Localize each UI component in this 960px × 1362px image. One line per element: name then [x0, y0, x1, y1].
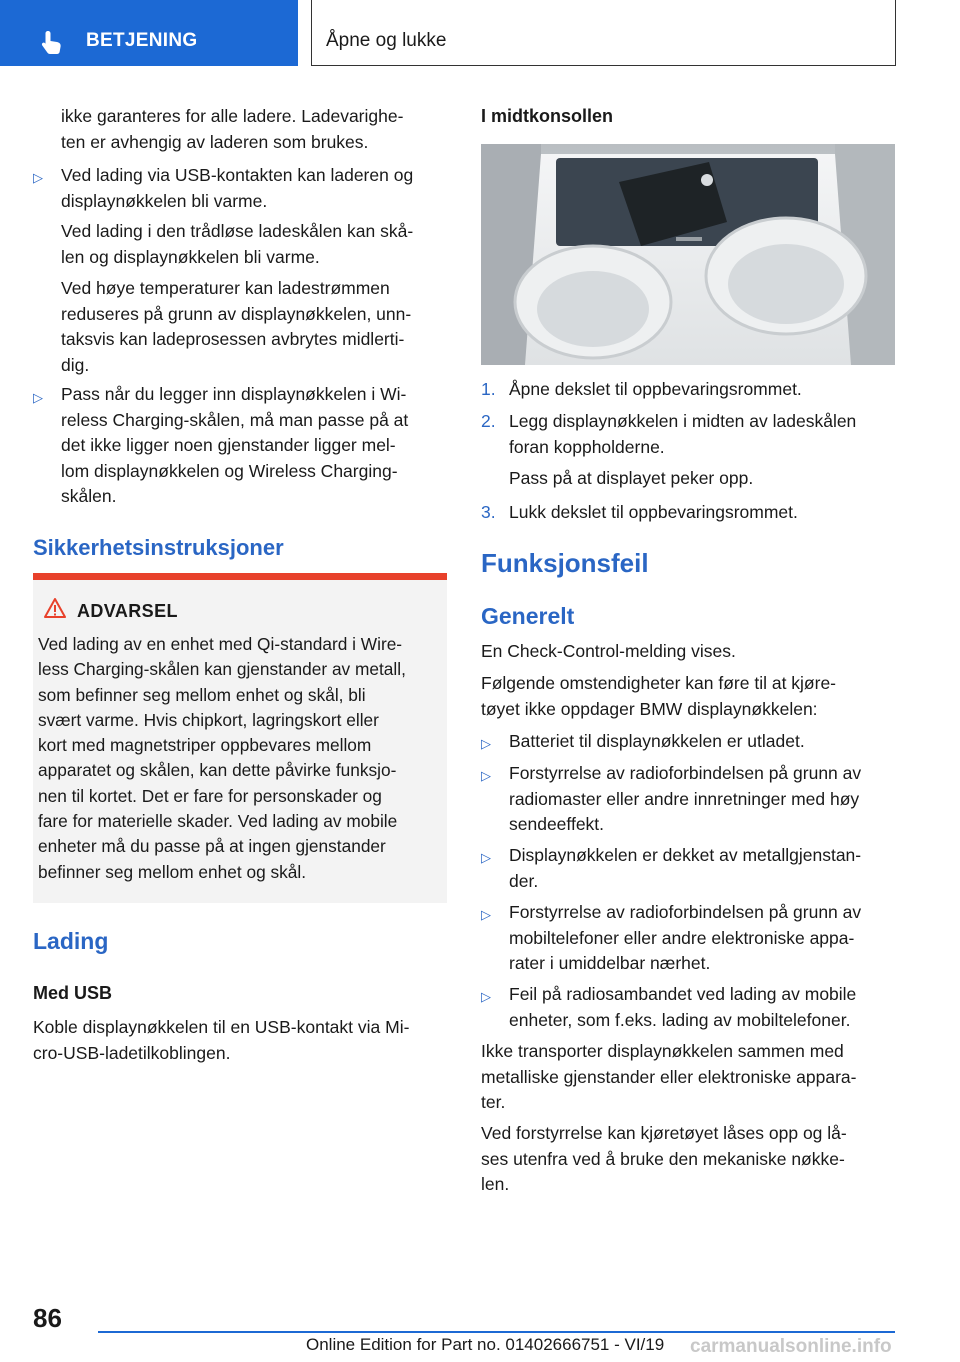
bullet-icon: ▷ [481, 989, 491, 1004]
text-line: reduseres på grunn av displaynøkkelen, unn- [61, 303, 412, 324]
bullet-placement [61, 382, 408, 510]
text-line: Lukk dekslet til oppbevaringsrommet. [509, 502, 798, 522]
bullet-icon: ▷ [481, 768, 491, 783]
footer-rule [98, 1331, 895, 1333]
usb-text [33, 1015, 409, 1066]
text-line: ikke garanteres for alle ladere. Ladevarighe- [61, 106, 404, 126]
lading-heading: Lading [33, 928, 109, 954]
text-line: Ved høye temperaturer kan ladestrømmen [61, 278, 390, 298]
console-photo [481, 144, 895, 365]
interference-paragraph [481, 1121, 847, 1198]
general-heading: Generelt [481, 603, 575, 629]
text-line: Batteriet til displaynøkkelen er utladet. [509, 731, 805, 751]
text-line: ter. [481, 1092, 506, 1112]
text-line: Pass på at displayet peker opp. [509, 468, 754, 488]
text-line: kort med magnetstriper oppbevares mellom [38, 735, 372, 756]
text-line: befinner seg mellom enhet og skål. [38, 861, 307, 882]
text-line: Ved lading i den trådløse ladeskålen kan skå- [61, 221, 414, 241]
text-line: Legg displaynøkkelen i midten av ladeskålen [509, 411, 857, 431]
text-line: less Charging-skålen kan gjenstander av metall, [38, 659, 406, 680]
text-line: taksvis kan ladeprosessen avbrytes midlerti- [61, 329, 405, 349]
fault-bullet-2 [509, 761, 861, 838]
step-number: 3. [481, 502, 496, 522]
warning-bar [33, 573, 447, 580]
fault-bullet-3 [509, 843, 861, 894]
transport-paragraph [481, 1039, 856, 1116]
text-line: enheter må du passe på at ingen gjenstander [38, 836, 386, 857]
text-line: ten er avhengig av laderen som brukes. [61, 131, 369, 152]
text-line: Koble displaynøkkelen til en USB-kontakt via Mi- [33, 1017, 410, 1037]
text-line: Pass når du legger inn displaynøkkelen i Wi- [61, 384, 407, 404]
console-illustration [481, 144, 895, 365]
warning-title: ADVARSEL [77, 601, 178, 621]
step-number: 2. [481, 411, 496, 431]
text-line: len og displaynøkkelen bli varme. [61, 246, 320, 267]
text-line: fare for materielle skader. Ved lading av mobile [38, 811, 398, 832]
text-line: Følgende omstendigheter kan føre til at kjøre- [481, 673, 837, 693]
general-p2 [481, 671, 836, 722]
fault-bullet-1 [509, 729, 805, 755]
hand-pointer-icon [38, 28, 66, 56]
text-line: ses utenfra ved å bruke den mekaniske nøkke- [481, 1148, 845, 1169]
watermark: carmanualsonline.info [690, 1336, 892, 1357]
text-line: lom displaynøkkelen og Wireless Charging- [61, 460, 398, 481]
bullet-icon: ▷ [33, 170, 43, 185]
text-line: nen til kortet. Det er fare for personskader og [38, 785, 382, 806]
text-line: skålen. [61, 486, 117, 506]
intro-text [61, 104, 403, 155]
general-p1 [481, 639, 736, 665]
step-2-text [509, 409, 856, 460]
bullet-icon: ▷ [481, 736, 491, 751]
text-line: Feil på radiosambandet ved lading av mobile [509, 984, 857, 1004]
text-line: Ved lading av en enhet med Qi-standard i Wire- [38, 634, 403, 654]
text-line: radiomaster eller andre innretninger med høy [509, 788, 860, 809]
text-line: der. [509, 870, 539, 891]
text-line: mobiltelefoner eller andre elektroniske appa- [509, 927, 855, 948]
page-number: 86 [33, 1303, 62, 1333]
step-2-sub [509, 466, 753, 492]
text-line: displaynøkkelen bli varme. [61, 190, 268, 211]
section-title: BETJENING [86, 30, 198, 51]
header-chapter-box [311, 0, 896, 66]
text-line: En Check-Control-melding vises. [481, 641, 736, 661]
text-line: svært varme. Hvis chipkort, lagringskort eller [38, 709, 379, 730]
text-line: len. [481, 1174, 510, 1194]
text-line: cro-USB-ladetilkoblingen. [33, 1042, 231, 1063]
header-section-tab [0, 0, 298, 66]
text-line: sendeeffekt. [509, 814, 605, 834]
safety-heading: Sikkerhetsinstruksjoner [33, 535, 284, 560]
text-line: reless Charging-skålen, må man passe på at [61, 409, 409, 430]
bullet-usb-heat-sub2 [61, 276, 411, 378]
text-line: foran koppholderne. [509, 436, 665, 457]
text-line: dig. [61, 354, 90, 375]
text-line: Displaynøkkelen er dekket av metallgjenstan- [509, 845, 862, 865]
text-line: Åpne dekslet til oppbevaringsrommet. [509, 379, 802, 399]
bullet-usb-heat [61, 163, 413, 214]
warning-text [38, 632, 406, 885]
text-line: Forstyrrelse av radioforbindelsen på grunn av [509, 763, 862, 783]
text-line: som befinner seg mellom enhet og skål, bli [38, 684, 366, 705]
text-line: apparatet og skålen, kan dette påvirke funksjo- [38, 760, 397, 781]
text-line: Ved lading via USB-kontakten kan laderen og [61, 165, 414, 185]
fault-bullet-4 [509, 900, 861, 977]
text-line: metalliske gjenstander eller elektroniske appara- [481, 1066, 857, 1087]
chapter-title: Åpne og lukke [326, 30, 447, 51]
footer-edition: Online Edition for Part no. 01402666751 - VI/19 [306, 1335, 665, 1354]
console-heading: I midtkonsollen [481, 106, 614, 126]
text-line: rater i umiddelbar nærhet. [509, 953, 711, 973]
step-3-text [509, 500, 798, 526]
bullet-icon: ▷ [33, 390, 43, 405]
step-1-text [509, 377, 802, 403]
step-number: 1. [481, 379, 496, 399]
fault-bullet-5 [509, 982, 856, 1033]
text-line: Ved forstyrrelse kan kjøretøyet låses opp og lå- [481, 1123, 847, 1143]
text-line: det ikke ligger noen gjenstander ligger mel- [61, 435, 396, 455]
bullet-icon: ▷ [481, 850, 491, 865]
text-line: enheter, som f.eks. lading av mobiltelefoner. [509, 1009, 851, 1030]
bullet-usb-heat-sub1 [61, 219, 413, 270]
fault-heading: Funksjonsfeil [481, 548, 649, 578]
bullet-icon: ▷ [481, 907, 491, 922]
usb-heading: Med USB [33, 983, 113, 1003]
warning-triangle-icon [44, 597, 66, 619]
text-line: Forstyrrelse av radioforbindelsen på grunn av [509, 902, 862, 922]
text-line: Ikke transporter displaynøkkelen sammen med [481, 1041, 844, 1061]
text-line: tøyet ikke oppdager BMW displaynøkkelen: [481, 698, 818, 719]
